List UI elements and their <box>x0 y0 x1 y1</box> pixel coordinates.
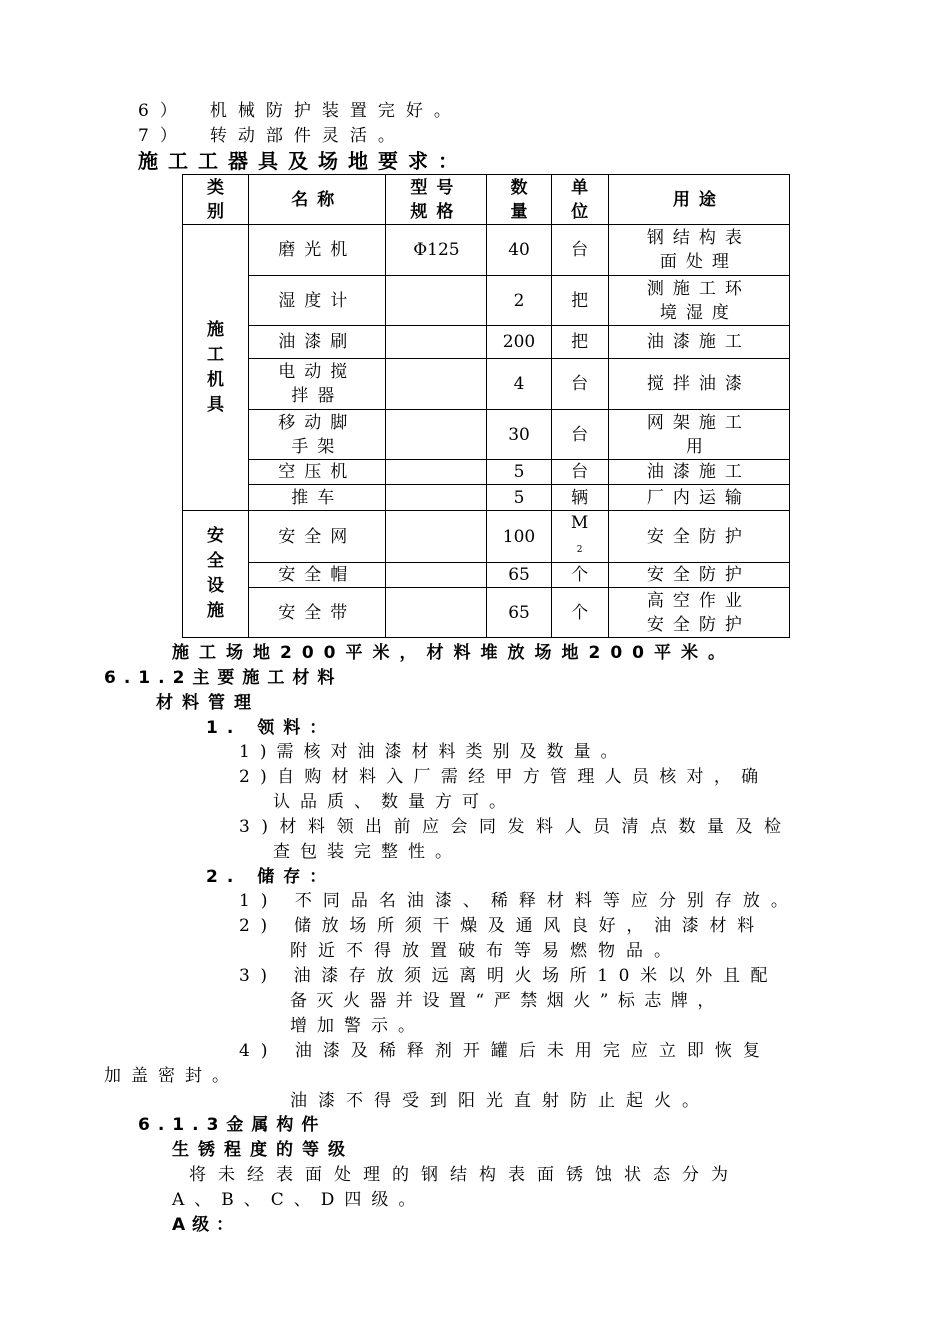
receive-item-3-cont: 查包装完整性。 <box>273 842 462 862</box>
spec-cell <box>386 276 487 326</box>
spec-cell <box>386 485 487 511</box>
storage-item-2: 2) 储放场所须干燥及通风良好，油漆材料 <box>239 916 765 936</box>
header-name: 名称 <box>249 175 386 225</box>
receive-item-2-cont: 认品质、数量方可。 <box>273 792 516 812</box>
header-use: 用途 <box>608 175 789 225</box>
unit-cell: 个 <box>551 588 608 638</box>
spec-cell <box>386 410 487 460</box>
qty-cell: 100 <box>487 511 551 563</box>
table-row <box>183 563 790 588</box>
site-requirement: 施工场地200平米，材料堆放场地200平米。 <box>172 643 735 663</box>
storage-title: 2. 储存： <box>206 867 336 887</box>
use-cell: 安全防护 <box>608 563 789 588</box>
receive-item-3: 3)材料领出前应会同发料人员清点数量及检 <box>239 817 793 837</box>
qty-cell: 40 <box>487 225 551 276</box>
use-cell: 搅拌油漆 <box>608 359 789 410</box>
name-cell: 安全带 <box>249 588 386 638</box>
storage-item-4: 4) 油漆及稀释剂开罐后未用完应立即恢复 <box>239 1041 771 1061</box>
spec-cell <box>386 359 487 410</box>
table-header-row <box>183 175 790 225</box>
table-row <box>183 485 790 511</box>
section-612-title: 6.1.2主要施工材料 <box>104 668 343 688</box>
storage-item-4-cont: 加盖密封。 <box>104 1066 239 1086</box>
rust-grade-title: 生锈程度的等级 <box>172 1140 354 1160</box>
use-cell: 网架施工 用 <box>608 410 789 460</box>
rust-description-cont: A、B、C、D四级。 <box>172 1190 426 1210</box>
unit-cell: M 2 <box>551 511 608 563</box>
use-cell: 高空作业 安全防护 <box>608 588 789 638</box>
category-cell-tools: 施 工 机 具 <box>183 225 249 511</box>
storage-item-3-cont2: 增加警示。 <box>290 1016 425 1036</box>
spec-cell: Φ125 <box>386 225 487 276</box>
unit-cell: 把 <box>551 326 608 359</box>
spec-cell <box>386 460 487 485</box>
header-category: 类 别 <box>183 175 249 225</box>
header-qty: 数 量 <box>487 175 551 225</box>
grade-a-title: A级： <box>172 1215 241 1235</box>
name-cell: 移动脚 手架 <box>249 410 386 460</box>
spec-cell <box>386 326 487 359</box>
list-item-7 <box>138 124 406 148</box>
table-row <box>183 359 790 410</box>
receive-item-2: 2)自购材料入厂需经甲方管理人员核对，确 <box>239 767 769 787</box>
header-spec: 型号 规格 <box>386 175 487 225</box>
table-row <box>183 276 790 326</box>
unit-cell: 辆 <box>551 485 608 511</box>
tools-table <box>182 174 790 638</box>
spec-cell <box>386 588 487 638</box>
spec-cell <box>386 563 487 588</box>
unit-cell: 台 <box>551 460 608 485</box>
qty-cell: 4 <box>487 359 551 410</box>
name-cell: 安全帽 <box>249 563 386 588</box>
qty-cell: 5 <box>487 485 551 511</box>
qty-cell: 5 <box>487 460 551 485</box>
use-cell: 测施工环 境湿度 <box>608 276 789 326</box>
storage-item-3-cont: 备灭火器并设置“严禁烟火”标志牌， <box>290 991 724 1011</box>
storage-item-2-cont: 附近不得放置破布等易燃物品。 <box>290 941 682 961</box>
name-cell: 安全网 <box>249 511 386 563</box>
name-cell: 空压机 <box>249 460 386 485</box>
item-number: 7） <box>138 126 188 146</box>
use-cell: 油漆施工 <box>608 326 789 359</box>
unit-cell: 个 <box>551 563 608 588</box>
qty-cell: 200 <box>487 326 551 359</box>
name-cell: 湿度计 <box>249 276 386 326</box>
category-cell-safety: 安 全 设 施 <box>183 511 249 638</box>
item-text: 机械防护装置完好。 <box>209 101 462 121</box>
material-management-title: 材料管理 <box>156 693 260 713</box>
storage-note: 油漆不得受到阳光直射防止起火。 <box>290 1091 710 1111</box>
name-cell: 电动搅 拌器 <box>249 359 386 410</box>
item-number: 6） <box>138 101 188 121</box>
section-title-tools: 施工工器具及场地要求： <box>138 149 468 173</box>
table-row <box>183 326 790 359</box>
table-row <box>183 588 790 638</box>
table-row <box>183 410 790 460</box>
use-cell: 油漆施工 <box>608 460 789 485</box>
name-cell: 油漆刷 <box>249 326 386 359</box>
table-row <box>183 460 790 485</box>
rust-description: 将未经表面处理的钢结构表面锈蚀状态分为 <box>189 1165 740 1185</box>
header-unit: 单 位 <box>551 175 608 225</box>
spec-cell <box>386 511 487 563</box>
list-item-6 <box>138 99 462 123</box>
qty-cell: 65 <box>487 563 551 588</box>
qty-cell: 30 <box>487 410 551 460</box>
receive-item-1: 1)需核对油漆材料类别及数量。 <box>239 742 628 762</box>
storage-item-1: 1) 不同品名油漆、稀释材料等应分别存放。 <box>239 891 799 911</box>
storage-item-3: 3) 油漆存放须远离明火场所10米以外且配 <box>239 966 779 986</box>
item-text: 转动部件灵活。 <box>209 126 406 146</box>
unit-cell: 台 <box>551 225 608 276</box>
name-cell: 推车 <box>249 485 386 511</box>
name-cell: 磨光机 <box>249 225 386 276</box>
receive-title: 1. 领料： <box>206 718 336 738</box>
qty-cell: 2 <box>487 276 551 326</box>
table-row <box>183 225 790 276</box>
unit-cell: 台 <box>551 410 608 460</box>
use-cell: 厂内运输 <box>608 485 789 511</box>
use-cell: 安全防护 <box>608 511 789 563</box>
use-cell: 钢结构表 面处理 <box>608 225 789 276</box>
section-613-title: 6.1.3金属构件 <box>138 1115 327 1135</box>
unit-cell: 台 <box>551 359 608 410</box>
table-row <box>183 511 790 563</box>
qty-cell: 65 <box>487 588 551 638</box>
unit-cell: 把 <box>551 276 608 326</box>
